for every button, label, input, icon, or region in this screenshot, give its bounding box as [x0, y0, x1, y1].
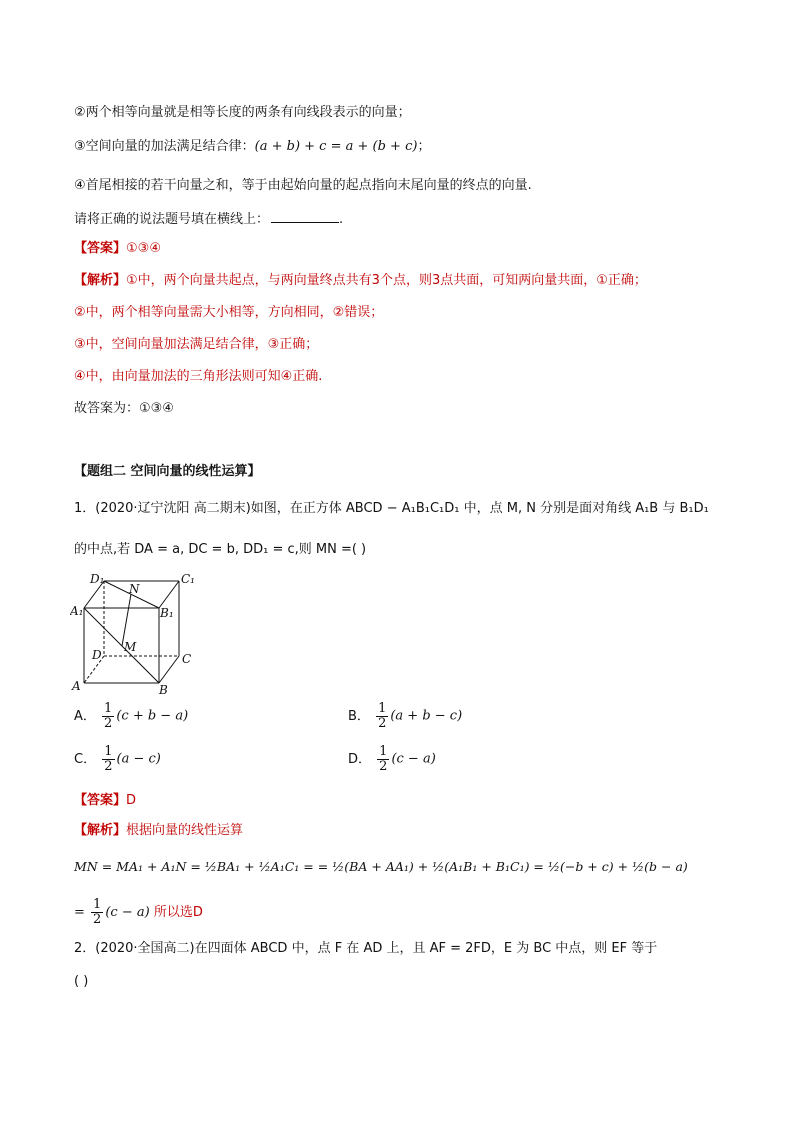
- label-D1: D₁: [90, 572, 105, 586]
- analysis-2-label: 【解析】: [74, 823, 127, 838]
- analysis-2-line-1: [74, 822, 243, 840]
- option-c-label: C．: [74, 752, 97, 767]
- question-1-line-2: 的中点,若 DA = a, DC = b, DD₁ = c,则 MN =( ): [74, 542, 367, 557]
- analysis-1-label: 【解析】: [74, 273, 127, 288]
- option-a[interactable]: [74, 702, 188, 731]
- label-B: B: [159, 683, 168, 697]
- option-b-fraction: $\frac{1}{2}$: [378, 701, 387, 731]
- associative-law-formula: (a + b) + c = a + (b + c): [254, 139, 418, 154]
- answer-2-value: D: [126, 793, 137, 808]
- equation-2-expr: (c − a): [105, 905, 150, 920]
- analysis-1-line-4: ④中，由向量加法的三角形法则可知④正确.: [74, 369, 323, 384]
- answer-blank: [271, 210, 339, 223]
- statement-3: [74, 138, 430, 156]
- answer-1-value: ①③④: [126, 241, 161, 256]
- analysis-1-line-3: ③中，空间向量加法满足结合律，③正确；: [74, 337, 319, 352]
- statement-4: ④首尾相接的若干向量之和，等于由起始向量的起点指向末尾向量的终点的向量.: [74, 178, 532, 193]
- question-1-line-1: 1．(2020·辽宁沈阳 高二期末)如图，在正方体 ABCD − A₁B₁C₁D₁ 中，点 M, N 分别是面对角线 A₁B 与 B₁D₁: [74, 501, 709, 516]
- option-c-expr: (a − c): [116, 751, 161, 767]
- analysis-1-text-1: ①中，两个向量共起点，与两向量终点共有3个点，则3点共面，可知两向量共面，①正确；: [126, 273, 647, 288]
- fill-prompt-text: 请将正确的说法题号填在横线上：: [74, 212, 270, 227]
- equation-2-equals: =: [74, 905, 85, 920]
- option-d-label: D．: [348, 752, 372, 767]
- label-A: A: [72, 679, 81, 693]
- edge-C1B1: [159, 581, 179, 608]
- label-C1: C₁: [181, 572, 195, 586]
- analysis-1-line-2: ②中，两个相等向量需大小相等，方向相同，②错误；: [74, 305, 384, 320]
- option-c-fraction: $\frac{1}{2}$: [104, 744, 113, 774]
- fill-prompt-end: .: [339, 212, 344, 227]
- option-b-label: B．: [348, 709, 370, 724]
- option-d-fraction: $\frac{1}{2}$: [379, 744, 388, 774]
- option-d[interactable]: [348, 745, 436, 774]
- option-a-fraction: $\frac{1}{2}$: [104, 701, 113, 731]
- option-b-expr: (a + b − c): [390, 708, 463, 724]
- answer-2: [74, 792, 136, 810]
- segment-MN: [122, 594, 131, 646]
- equation-2-conclusion: 所以选D: [153, 905, 203, 920]
- option-d-expr: (c − a): [391, 751, 436, 767]
- option-c[interactable]: [74, 745, 161, 774]
- label-D: D: [92, 648, 102, 662]
- analysis-2-equation-2: [74, 898, 203, 927]
- edge-CB: [159, 656, 179, 683]
- option-a-label: A．: [74, 709, 96, 724]
- label-C: C: [182, 652, 192, 666]
- label-M: M: [124, 640, 137, 654]
- label-N: N: [129, 582, 140, 596]
- answer-1-label: 【答案】: [74, 241, 127, 256]
- answer-2-label: 【答案】: [74, 793, 127, 808]
- statement-2: ②两个相等向量就是相等长度的两条有向线段表示的向量；: [74, 105, 411, 120]
- question-2-line-2: ( ): [74, 974, 89, 989]
- cube-figure: [70, 568, 200, 698]
- option-a-expr: (c + b − a): [116, 708, 189, 724]
- answer-1: [74, 240, 161, 258]
- analysis-2-text: 根据向量的线性运算: [126, 823, 244, 838]
- analysis-1-line-1: [74, 272, 647, 290]
- option-b[interactable]: [348, 702, 462, 731]
- label-B1: B₁: [160, 606, 174, 620]
- vector-derivation: MN = MA₁ + A₁N = ½BA₁ + ½A₁C₁ = = ½(BA + AA₁) + ½(A₁B₁ + B₁C₁) = ½(−b + c) + ½(b − a): [74, 859, 688, 874]
- statement-3-end: ；: [417, 139, 431, 154]
- equation-2-fraction: $\frac{1}{2}$: [93, 897, 102, 927]
- label-A1: A₁: [70, 604, 84, 618]
- conclusion-1: 故答案为：①③④: [74, 401, 174, 416]
- group-title: 【题组二 空间向量的线性运算】: [74, 464, 261, 479]
- analysis-2-equation-1: [74, 858, 688, 876]
- question-2-line-1: 2．(2020·全国高二)在四面体 ABCD 中，点 F 在 AD 上，且 AF = 2FD，E 为 BC 中点，则 EF 等于: [74, 941, 658, 956]
- fill-prompt: [74, 210, 343, 229]
- statement-3-text: ③空间向量的加法满足结合律：: [74, 139, 255, 154]
- diagonal-A1B: [84, 608, 159, 683]
